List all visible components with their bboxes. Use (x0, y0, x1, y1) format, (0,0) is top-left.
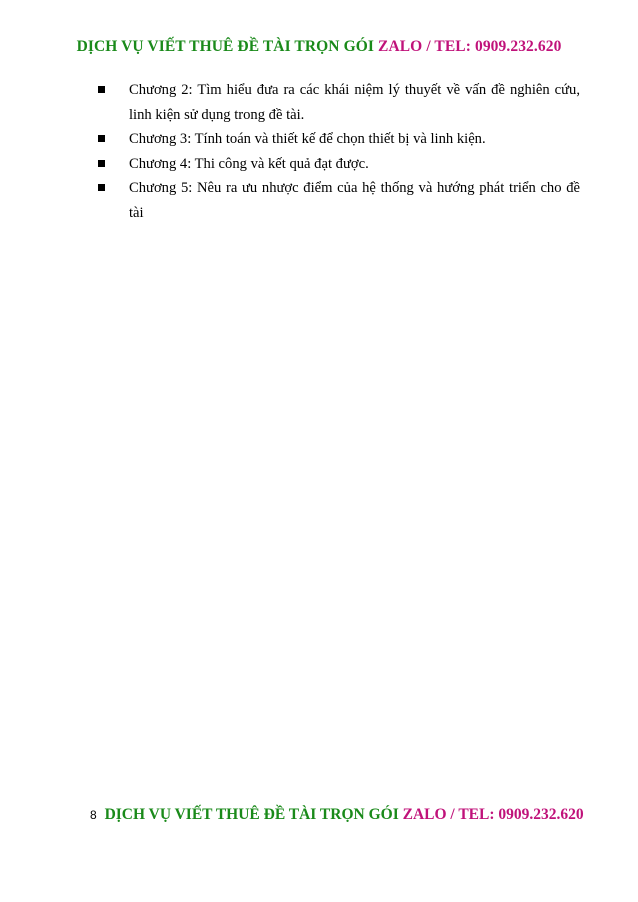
square-bullet-icon (98, 184, 105, 191)
list-item-text: Chương 2: Tìm hiểu đưa ra các khái niệm lý thuyết về vấn đề nghiên cứu, linh kiện sử dụng trong đề tài. (129, 82, 580, 123)
footer-contact-text: ZALO / TEL: 0909.232.620 (402, 806, 584, 823)
header-contact-text: ZALO / TEL: 0909.232.620 (378, 38, 562, 55)
square-bullet-icon (98, 135, 105, 142)
list-item (98, 176, 580, 225)
header-service-text: DỊCH VỤ VIẾT THUÊ ĐỀ TÀI TRỌN GÓI (76, 38, 375, 55)
square-bullet-icon (98, 160, 105, 167)
page-footer (90, 806, 584, 824)
footer-service-text: DỊCH VỤ VIẾT THUÊ ĐỀ TÀI TRỌN GÓI (104, 806, 399, 823)
page-number: 8 (90, 808, 97, 822)
square-bullet-icon (98, 86, 105, 93)
list-item-text: Chương 4: Thi công và kết quả đạt được. (129, 155, 369, 172)
chapter-list (98, 78, 580, 225)
list-item-text: Chương 5: Nêu ra ưu nhược điểm của hệ thống và hướng phát triển cho đề tài (129, 180, 580, 221)
list-item (98, 152, 580, 177)
list-item (98, 127, 580, 152)
list-item (98, 78, 580, 127)
page-header (0, 38, 638, 56)
list-item-text: Chương 3: Tính toán và thiết kế để chọn thiết bị và linh kiện. (129, 131, 486, 147)
